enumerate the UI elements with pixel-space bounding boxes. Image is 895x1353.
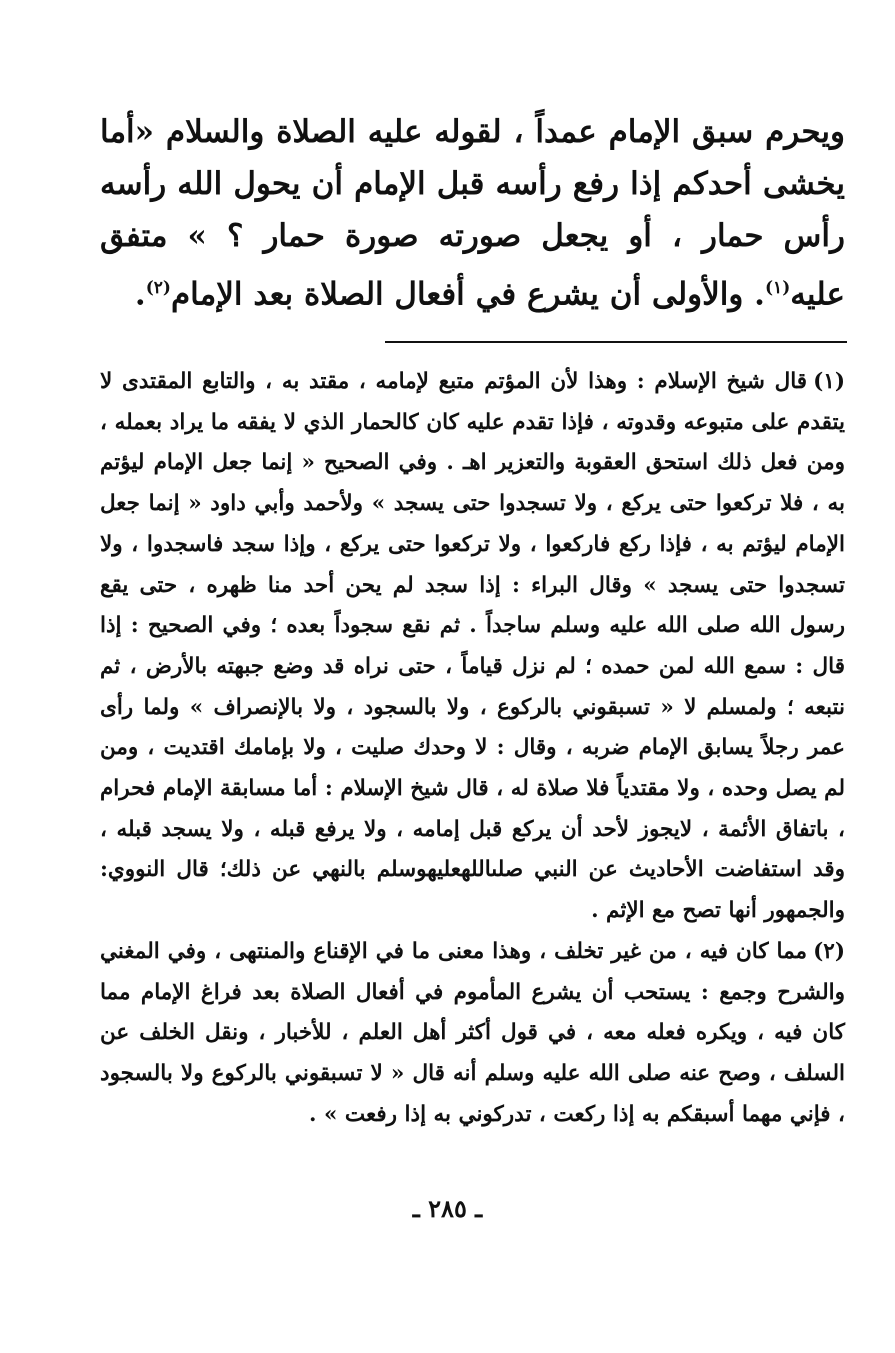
footnote-1-text: قال شيخ الإسلام : وهذا لأن المؤتم متبع لإمامه ، مقتد به ، والتابع المقتدى لا يتقدم على متبوعه وقدوته ، فإذا تقدم عليه كان كالحمار الذي لا يفقه ما يراد بعمله ، ومن فعل ذلك استحق العقوبة والتعزير اهـ . وفي الصحيح « إنما جعل الإمام ليؤتم به ، فلا تركعوا حتى يركع ، ولا تسجدوا حتى يسجد » ولأحمد وأبي داود « إنما جعل الإمام ليؤتم به ، فإذا ركع فاركعوا ، ولا تركعوا حتى يركع ، وإذا سجد فاسجدوا ، ولا تسجدوا حتى يسجد » وقال البراء : إذا سجد لم يحن أحد منا ظهره ، حتى يقع رسول الله صلى الله عليه وسلم ساجداً . ثم نقع سجوداً بعده ؛ وفي الصحيح : إذا قال : سمع الله لمن حمده ؛ لم نزل قياماً ، حتى نراه قد وضع جبهته بالأرض ، ثم نتبعه ؛ ولمسلم لا « تسبقوني بالركوع ، ولا بالسجود ، ولا بالإنصراف » ولما رأى عمر رجلاً يسابق الإمام ضربه ، وقال : لا وحدك صليت ، ولا بإمامك اقتديت ، ومن لم يصل وحده ، ولا مقتدياً فلا صلاة له ، قال شيخ الإسلام : أما مسابقة الإمام فحرام ، باتفاق الأئمة ، لايجوز لأحد أن يركع قبل إمامه ، ولا يرفع قبله ، ولا يسجد قبله ، وقد استفاضت الأحاديث عن النبي صلىاللهعليهوسلم بالنهي عن ذلك؛ قال النووي: والجمهور أنها تصح مع الإثم .: [100, 369, 845, 924]
page-number: ـ ٢٨٥ ـ: [412, 1194, 483, 1223]
footnote-1-number: (١): [813, 369, 845, 394]
main-text: [100, 106, 845, 320]
footnotes-section: [100, 362, 845, 1135]
footnote-2-number: (٢): [813, 938, 845, 964]
main-text-part-1: ويحرم سبق الإمام عمداً ، لقوله عليه الصلاة والسلام «أما يخشى أحدكم إذا رفع رأسه قبل الإمام أن يحول الله رأسه رأس حمار ، أو يجعل صورته صورة حمار ؟ » متفق عليه: [100, 114, 845, 313]
footnote-separator: [385, 341, 847, 343]
footnote-2-text: مما كان فيه ، من غير تخلف ، وهذا معنى ما في الإقناع والمنتهى ، وفي المغني والشرح وجمع : يستحب أن يشرع المأموم في أفعال الصلاة بعد فراغ الإمام مما كان فيه ، ويكره فعله معه ، في قول أكثر أهل العلم ، للأخبار ، ونقل الخلف عن السلف ، وصح عنه صلى الله عليه وسلم أنه قال « لا تسبقوني بالركوع ولا بالسجود ، فإني مهما أسبقكم به إذا ركعت ، تدركوني به إذا رفعت » .: [100, 938, 845, 1127]
footnote-ref-2: (٢): [145, 278, 171, 298]
main-text-part-3: .: [134, 276, 146, 313]
main-text-part-2: . والأولى أن يشرع في أفعال الصلاة بعد الإمام: [170, 276, 765, 313]
footnote-ref-1: (١): [764, 278, 791, 298]
footnote-2: [100, 932, 845, 1136]
footnote-1: [100, 362, 845, 932]
